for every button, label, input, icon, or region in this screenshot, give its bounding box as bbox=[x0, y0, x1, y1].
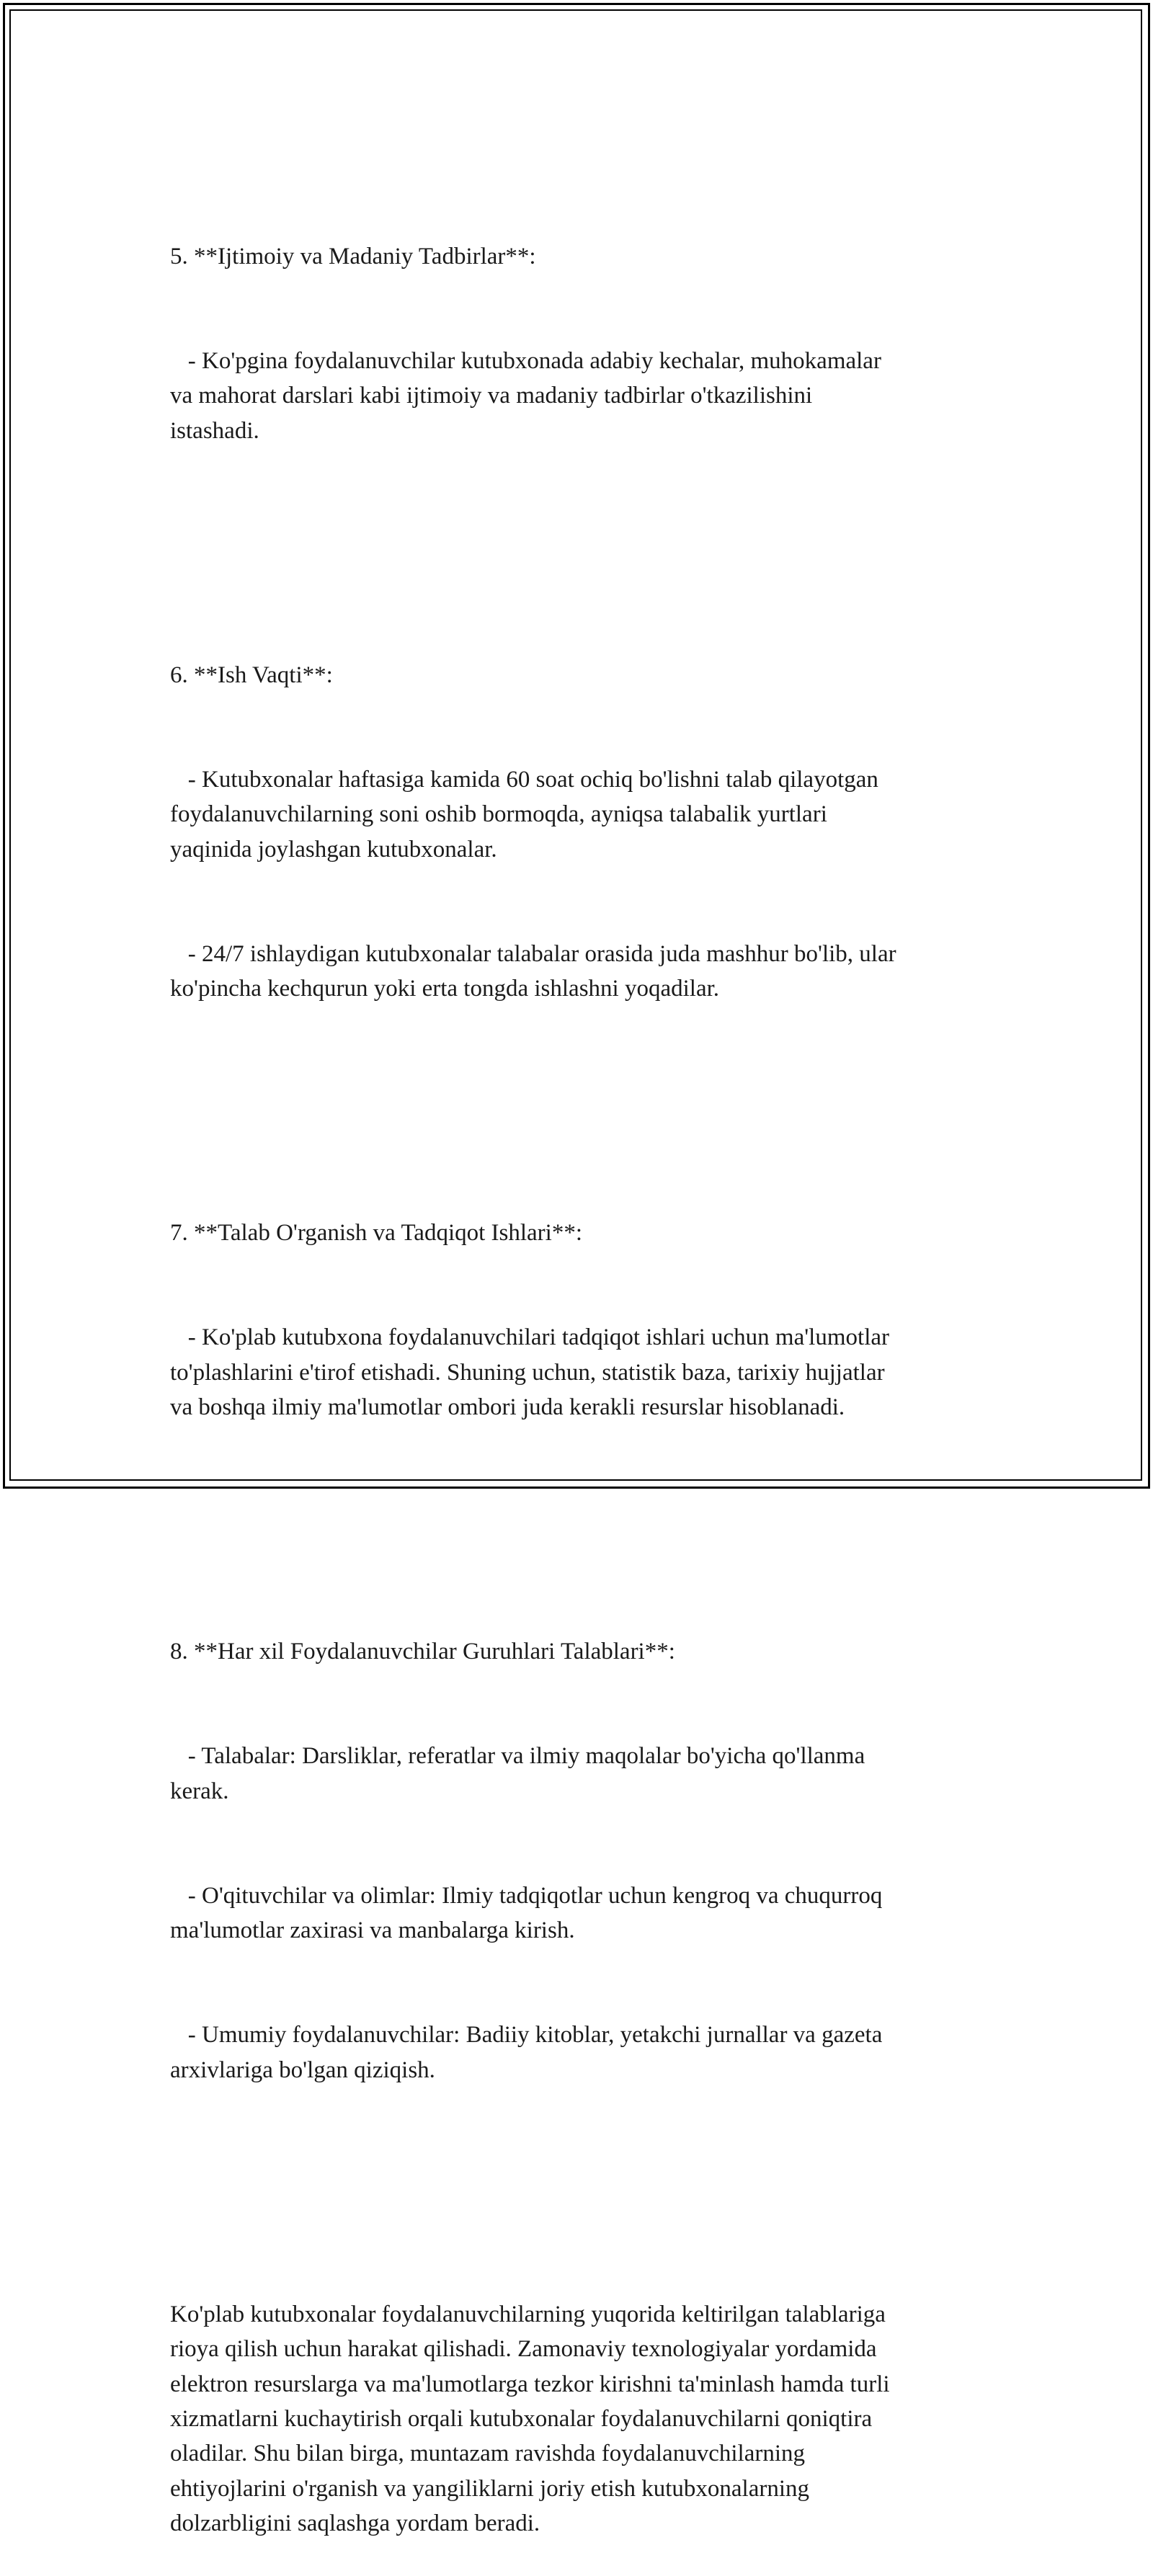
section-heading: 5. **Ijtimoiy va Madaniy Tadbirlar**: bbox=[170, 243, 536, 269]
paragraph-spacer bbox=[170, 1494, 992, 1529]
section-heading: 7. **Talab O'rganish va Tadqiqot Ishlari**: bbox=[170, 1220, 583, 1247]
paragraph-spacer bbox=[170, 518, 992, 553]
list-item: - Ko'plab kutubxona foydalanuvchilari tadqiqot ishlari uchun ma'lumotlar to'plashlarini e'tirof etishadi. Shuning uchun, statistik baza, tarixiy hujjatlar va boshqa ilmiy ma'lumotlar ombori juda kerakli resurslar hisoblanadi. bbox=[170, 1324, 889, 1421]
section-heading: 8. **Har xil Foydalanuvchilar Guruhlari Talablari**: bbox=[170, 1639, 675, 1665]
list-item: - O'qituvchilar va olimlar: Ilmiy tadqiqotlar uchun kengroq va chuqurroq ma'lumotlar zaxirasi va manbalarga kirish. bbox=[170, 1882, 883, 1944]
document-body bbox=[170, 169, 992, 2576]
list-item: - Ko'pgina foydalanuvchilar kutubxonada adabiy kechalar, muhokamalar va mahorat darslari kabi ijtimoiy va madaniy tadbirlar o'tkazilishini istashadi. bbox=[170, 348, 881, 444]
paragraph-spacer bbox=[170, 2157, 992, 2192]
paragraph-spacer bbox=[170, 1077, 992, 1111]
list-item: - 24/7 ishlaydigan kutubxonalar talabalar orasida juda mashhur bo'lib, ular ko'pincha kechqurun yoki erta tongda ishlashni yoqadilar. bbox=[170, 940, 896, 1002]
conclusion-paragraph: Ko'plab kutubxonalar foydalanuvchilarning yuqorida keltirilgan talablariga rioya qilish uchun harakat qilishadi. Zamonaviy texnologiyalar yordamida elektron resurslarga va ma'lumotlarga tezkor kirishni ta'minlash hamda turli xizmatlarni kuchaytirish orqali kutubxonalar foydalanuvchilarni qoniqtira oladilar. Shu bilan birga, muntazam ravishda foydalanuvchilarning ehtiyojlarini o'rganish va yangiliklarni joriy etish kutubxonalarning dolzarbligini saqlashga yordam beradi. bbox=[170, 2301, 890, 2537]
list-item: - Kutubxonalar haftasiga kamida 60 soat ochiq bo'lishni talab qilayotgan foydalanuvchilarning soni oshib bormoqda, ayniqsa talabalik yurtlari yaqinida joylashgan kutubxonalar. bbox=[170, 766, 878, 863]
list-item: - Talabalar: Darsliklar, referatlar va ilmiy maqolalar bo'yicha qo'llanma kerak. bbox=[170, 1743, 865, 1804]
section-heading: 6. **Ish Vaqti**: bbox=[170, 661, 333, 688]
list-item: - Umumiy foydalanuvchilar: Badiiy kitoblar, yetakchi jurnallar va gazeta arxivlariga bo'lgan qiziqish. bbox=[170, 2022, 883, 2083]
